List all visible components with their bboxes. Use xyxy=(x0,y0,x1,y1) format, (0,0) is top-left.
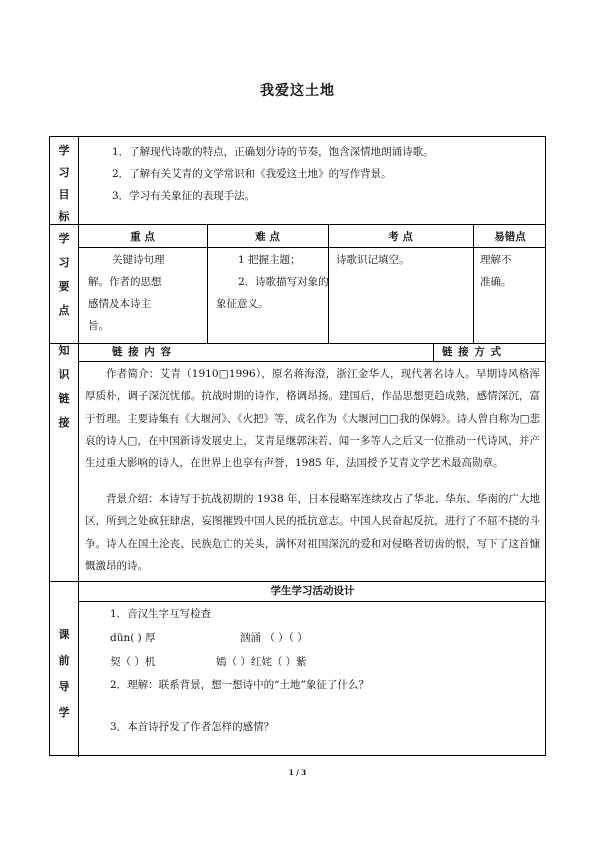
exam-text: 诗歌识记填空。 xyxy=(336,254,410,266)
section-label-preview: 课 前 导 学 xyxy=(58,628,70,719)
pinyin-row: 汹涌 （ ）（ ） xyxy=(240,632,308,644)
pinyin-row: dūn( ) 厚 xyxy=(110,632,156,644)
section-label-keypoints: 学 习 要 点 xyxy=(58,232,70,317)
header-focus: 重 点 xyxy=(130,231,155,243)
focus-text: 解。作者的思想 xyxy=(88,276,162,288)
header-link-content: 链 接 内 容 xyxy=(112,346,172,358)
question-3: 3．本首诗抒发了作者怎样的感情？ xyxy=(110,721,275,733)
header-activity-design: 学生学习活动设计 xyxy=(270,585,355,597)
column-divider xyxy=(433,343,434,361)
row-divider xyxy=(50,581,545,582)
background-intro: 背景介绍：本诗写于抗战初期的 1938 年，日本侵略军连续攻占了华北、华东、华南的广大地区，所到之处疯狂肆虐，妄图摧毁中国人民的抵抗意志。中国人民奋起反抗，进行了不屈不挠的斗争。诗人在国土沦丧、民族危亡的关头，满怀对祖国深沉的爱和对侵略者切齿的恨，写下了这首慷慨激昂的诗。 xyxy=(85,493,540,572)
header-exam: 考 点 xyxy=(388,231,413,243)
difficulty-text: 2．诗歌描写对象的 xyxy=(238,276,329,288)
row-divider xyxy=(78,247,545,248)
page-number: 1 / 3 xyxy=(288,768,307,777)
question-2: 2．理解：联系背景，想一想诗中的“土地”象征了什么？ xyxy=(110,679,369,691)
row-divider xyxy=(78,361,545,362)
section-label-goals: 学 习 目 标 xyxy=(58,144,70,223)
difficulty-text: 象征意义。 xyxy=(216,298,269,310)
focus-text: 旨。 xyxy=(88,320,109,332)
focus-text: 感情及本诗主 xyxy=(88,298,151,310)
goal-item: 1．了解现代诗歌的特点，正确划分诗的节奏，饱含深情地朗诵诗歌。 xyxy=(112,146,434,158)
header-difficulty: 难 点 xyxy=(255,231,280,243)
page-title: 我爱这土地 xyxy=(260,83,335,99)
section-label-knowledge: 知 识 链 接 xyxy=(58,344,70,429)
author-intro: 作者简介：艾青（1910□1996），原名蒋海澄，浙江金华人，现代著名诗人。早期诗风格浑厚质朴，调子深沉忧郁。抗战时期的诗作，格调昂扬。建国后，作品思想更趋成熟，感情深沉，富于哲理。主要诗集有《大堰河》、《火把》等，成名作为《大堰河□□我的保姆》。诗人曾自称为□悲哀的诗人□，在中国新诗发展史上，艾青是继郭沫若、闻一多等人之后又一位推动一代诗风，并产生过重大影响的诗人，在世界上也享有声誉，1985 年，法国授予艾青文学艺术最高勋章。 xyxy=(85,368,541,470)
difficulty-text: 1 把握主题； xyxy=(238,254,301,266)
question-1: 1．音汉生字互写检查 xyxy=(110,608,212,620)
worksheet-table xyxy=(49,136,546,756)
errors-text: 理解不 xyxy=(480,254,512,266)
pinyin-row: 嫣（ ）红姹（ ）紫 xyxy=(216,656,307,668)
header-link-method: 链 接 方 式 xyxy=(442,346,502,358)
header-errors: 易错点 xyxy=(494,231,526,243)
goal-item: 2．了解有关艾青的文学常识和《我爱这土地》的写作背景。 xyxy=(112,168,392,180)
focus-text: 关键诗句理 xyxy=(112,254,165,266)
row-divider xyxy=(50,224,545,225)
row-divider xyxy=(78,601,545,602)
goal-item: 3．学习有关象征的表现手法。 xyxy=(112,190,256,202)
pinyin-row: 契（ ）机 xyxy=(110,656,156,668)
errors-text: 准确。 xyxy=(480,276,512,288)
